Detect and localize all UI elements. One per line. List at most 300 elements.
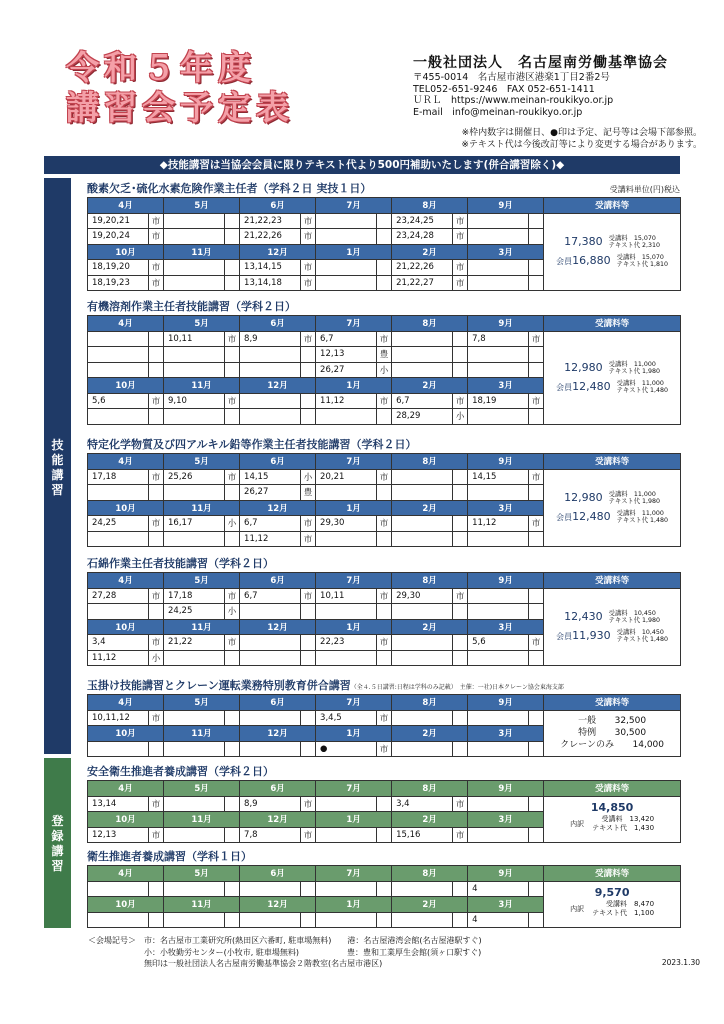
venue-cell — [529, 796, 544, 812]
date-cell — [164, 531, 225, 547]
date-cell: 29,30 — [316, 516, 377, 532]
date-cell: 27,28 — [88, 588, 149, 604]
venue-cell: 市 — [453, 393, 468, 409]
fee-breakdown — [546, 813, 678, 835]
date-cell — [240, 881, 301, 897]
note-line: ※枠内数字は開催日、●印は予定、記号等は会場下部参照。 — [461, 128, 702, 138]
date-cell — [240, 650, 301, 666]
fee-line-label: 特例 — [578, 728, 597, 739]
date-cell — [316, 796, 377, 812]
fee-general-detail — [609, 491, 660, 506]
schedule-row — [88, 331, 681, 347]
date-cell — [316, 485, 377, 501]
venue-cell: 市 — [301, 588, 316, 604]
schedule-row — [88, 469, 681, 485]
date-cell — [240, 362, 301, 378]
venue-cell — [225, 741, 240, 757]
schedule-table — [87, 315, 681, 425]
venue-cell: 市 — [301, 260, 316, 276]
date-cell — [240, 409, 301, 425]
member-label: 会員 — [556, 631, 573, 641]
date-cell — [316, 213, 377, 229]
date-cell: 19,20,24 — [88, 229, 149, 245]
venue-cell — [529, 347, 544, 363]
month-header: 1月 — [316, 244, 392, 260]
venue-cell: 市 — [377, 331, 392, 347]
month-header: 10月 — [88, 378, 164, 394]
venue-cell: 市 — [301, 516, 316, 532]
date-cell — [468, 741, 529, 757]
venue-cell — [529, 485, 544, 501]
venue-cell — [225, 409, 240, 425]
member-label: 会員 — [556, 382, 573, 392]
course-title-note: （全４.５日講習:日程は学科のみ記載） 主催：一社)日本クレーン協会東海支部 — [350, 684, 564, 691]
venue-cell — [529, 275, 544, 291]
venue-cell — [453, 710, 468, 726]
venue-line: 小：小牧勤労センター(小牧市, 駐車場無料) 豊：豊和工業厚生会館(須ヶ口駅すぐ) — [144, 947, 482, 957]
venue-cell: 市 — [301, 796, 316, 812]
venue-cell — [377, 485, 392, 501]
month-header: 8月 — [392, 198, 468, 214]
date-cell — [240, 393, 301, 409]
venue-cell — [377, 604, 392, 620]
month-header: 10月 — [88, 726, 164, 742]
side-char: 録 — [51, 829, 64, 843]
issue-date: 2023.1.30 — [661, 958, 700, 967]
date-cell: 8,9 — [240, 331, 301, 347]
date-cell — [316, 604, 377, 620]
side-char: 技 — [51, 438, 64, 452]
date-cell: 25,26 — [164, 469, 225, 485]
month-header: 4月 — [88, 866, 164, 882]
date-cell: 3,4 — [392, 796, 453, 812]
side-char: 能 — [51, 453, 64, 467]
month-header: 8月 — [392, 695, 468, 711]
fee-detail-line: 受講料 11,000 — [616, 509, 664, 517]
month-header: 3月 — [468, 726, 544, 742]
date-cell — [88, 347, 149, 363]
venue-cell: 市 — [149, 260, 164, 276]
venue-cell: 小 — [301, 469, 316, 485]
month-header: 1月 — [316, 897, 392, 913]
breakdown-line: テキスト代 1,430 — [592, 824, 655, 833]
schedule-row — [88, 710, 681, 726]
date-cell: 18,19,23 — [88, 275, 149, 291]
date-cell — [468, 588, 529, 604]
member-amount: 16,880 — [572, 253, 611, 267]
fee-detail-line: テキスト代 1,480 — [616, 636, 669, 644]
venue-cell — [225, 260, 240, 276]
venue-cell — [529, 741, 544, 757]
date-cell: 18,19 — [468, 393, 529, 409]
venue-cell — [453, 604, 468, 620]
month-header: 1月 — [316, 619, 392, 635]
venue-cell: 市 — [377, 635, 392, 651]
venue-cell — [225, 229, 240, 245]
month-header: 9月 — [468, 198, 544, 214]
venue-cell: 市 — [453, 827, 468, 843]
date-cell: 21,22,26 — [240, 229, 301, 245]
month-header: 12月 — [240, 500, 316, 516]
venue-cell: 市 — [377, 393, 392, 409]
venue-cell — [225, 650, 240, 666]
month-header: 7月 — [316, 695, 392, 711]
venue-cell — [149, 531, 164, 547]
date-cell — [88, 604, 149, 620]
month-header: 12月 — [240, 244, 316, 260]
breakdown-lines — [592, 900, 654, 918]
fee-line — [546, 727, 678, 739]
month-header: 3月 — [468, 812, 544, 828]
fee-member-detail — [617, 254, 668, 269]
month-header: 4月 — [88, 454, 164, 470]
venue-cell: 小 — [453, 409, 468, 425]
fee-detail-line: テキスト代 1,980 — [608, 498, 661, 506]
date-cell — [164, 260, 225, 276]
date-cell: 17,18 — [164, 588, 225, 604]
date-cell — [468, 650, 529, 666]
fee-member-amount — [556, 379, 611, 393]
date-cell — [392, 485, 453, 501]
org-url[interactable]: ＵＲＬ https://www.meinan-roukikyo.or.jp — [413, 95, 614, 106]
month-header: 4月 — [88, 573, 164, 589]
venue-cell: 市 — [149, 229, 164, 245]
schedule-row — [88, 796, 681, 812]
venue-cell: 市 — [225, 635, 240, 651]
date-cell: 24,25 — [164, 604, 225, 620]
schedule-table — [87, 694, 681, 757]
date-cell — [164, 741, 225, 757]
month-header: 6月 — [240, 316, 316, 332]
month-header: 6月 — [240, 198, 316, 214]
venue-cell: 市 — [149, 796, 164, 812]
date-cell — [316, 275, 377, 291]
date-cell — [468, 531, 529, 547]
venue-cell: 市 — [149, 516, 164, 532]
side-label-skill — [44, 178, 71, 754]
venue-cell: 市 — [301, 229, 316, 245]
venue-cell — [225, 827, 240, 843]
date-cell — [468, 213, 529, 229]
date-cell: 4 — [468, 912, 529, 928]
month-header: 9月 — [468, 781, 544, 797]
month-header: 11月 — [164, 812, 240, 828]
date-cell: 6,7 — [240, 516, 301, 532]
fee-detail-line: 受講料 15,070 — [616, 253, 664, 261]
date-cell — [392, 331, 453, 347]
month-header: 2月 — [392, 812, 468, 828]
venue-cell — [301, 650, 316, 666]
month-header: 4月 — [88, 198, 164, 214]
fee-cell — [544, 588, 681, 666]
member-amount: 12,480 — [572, 509, 611, 523]
date-cell — [468, 710, 529, 726]
venue-cell — [453, 531, 468, 547]
date-cell — [468, 260, 529, 276]
member-label: 会員 — [556, 256, 573, 266]
venue-cell — [225, 485, 240, 501]
date-cell: 14,15 — [468, 469, 529, 485]
date-cell — [392, 650, 453, 666]
venue-cell: 市 — [225, 469, 240, 485]
date-cell — [88, 485, 149, 501]
date-cell: 11,12 — [468, 516, 529, 532]
month-header-row — [88, 866, 681, 882]
fee-detail-line: 受講料 11,000 — [608, 360, 656, 368]
venue-cell: 市 — [453, 275, 468, 291]
date-cell — [468, 275, 529, 291]
month-header: 11月 — [164, 500, 240, 516]
venue-cell: 市 — [149, 469, 164, 485]
course-c5 — [87, 677, 680, 757]
fee-header: 受講料等 — [544, 866, 681, 882]
course-c6 — [87, 763, 680, 843]
date-cell: 21,22,26 — [392, 260, 453, 276]
date-cell: 20,21 — [316, 469, 377, 485]
date-cell — [240, 604, 301, 620]
fee-cell — [544, 710, 681, 757]
venue-cell — [225, 275, 240, 291]
venue-cell — [453, 741, 468, 757]
month-header: 7月 — [316, 316, 392, 332]
date-cell — [88, 881, 149, 897]
venue-cell: 豊 — [377, 347, 392, 363]
venue-cell: 市 — [301, 275, 316, 291]
venue-cell — [453, 347, 468, 363]
date-cell: 24,25 — [88, 516, 149, 532]
venue-cell — [529, 362, 544, 378]
schedule-row — [88, 588, 681, 604]
date-cell — [88, 531, 149, 547]
breakdown-label: 内訳 — [570, 819, 585, 828]
month-header: 6月 — [240, 866, 316, 882]
date-cell: 21,22,23 — [240, 213, 301, 229]
venue-cell: 市 — [149, 588, 164, 604]
venue-cell: 市 — [225, 588, 240, 604]
date-cell: 4 — [468, 881, 529, 897]
date-cell — [164, 362, 225, 378]
month-header: 1月 — [316, 812, 392, 828]
month-header: 9月 — [468, 695, 544, 711]
date-cell — [88, 409, 149, 425]
fee-header: 受講料等 — [544, 781, 681, 797]
fee-cell — [544, 213, 681, 291]
date-cell: 6,7 — [240, 588, 301, 604]
month-header: 2月 — [392, 378, 468, 394]
month-header: 2月 — [392, 726, 468, 742]
venue-cell — [529, 827, 544, 843]
month-header: 5月 — [164, 454, 240, 470]
month-header: 5月 — [164, 316, 240, 332]
title-line1: 令和５年度 — [66, 48, 256, 87]
venue-cell — [301, 710, 316, 726]
venue-cell — [149, 485, 164, 501]
date-cell: 11,12 — [88, 650, 149, 666]
schedule-table — [87, 865, 681, 928]
course-title-main: 玉掛け技能講習とクレーン運転業務特別教育併合講習 — [87, 679, 351, 692]
month-header: 12月 — [240, 726, 316, 742]
month-header: 3月 — [468, 897, 544, 913]
venue-cell: 市 — [453, 796, 468, 812]
venue-cell: 市 — [301, 331, 316, 347]
date-cell — [392, 912, 453, 928]
venue-cell — [225, 347, 240, 363]
month-header: 9月 — [468, 316, 544, 332]
venue-cell — [529, 229, 544, 245]
month-header: 7月 — [316, 781, 392, 797]
fee-general-amount: 17,380 — [564, 235, 603, 249]
month-header: 11月 — [164, 726, 240, 742]
date-cell — [468, 485, 529, 501]
venue-cell: 市 — [453, 260, 468, 276]
fee-breakdown — [546, 898, 678, 920]
fee-line-label: 一般 — [578, 716, 597, 727]
venue-cell: 市 — [529, 393, 544, 409]
month-header: 10月 — [88, 500, 164, 516]
month-header: 8月 — [392, 316, 468, 332]
title-line2: 講習会予定表 — [66, 88, 294, 127]
month-header-row — [88, 695, 681, 711]
date-cell — [316, 650, 377, 666]
date-cell — [164, 881, 225, 897]
date-cell — [468, 229, 529, 245]
venue-cell — [377, 213, 392, 229]
date-cell — [316, 409, 377, 425]
date-cell — [468, 604, 529, 620]
venue-cell — [529, 409, 544, 425]
venue-cell — [301, 347, 316, 363]
fee-general-amount: 12,430 — [564, 610, 603, 624]
venue-legend — [88, 935, 482, 970]
venue-cell — [149, 331, 164, 347]
date-cell: 22,23 — [316, 635, 377, 651]
month-header: 3月 — [468, 244, 544, 260]
venue-cell — [149, 409, 164, 425]
fee-line-amount: 14,000 — [632, 740, 664, 751]
fee-member — [546, 627, 678, 646]
date-cell — [88, 912, 149, 928]
month-header: 8月 — [392, 866, 468, 882]
fee-member-amount — [556, 628, 611, 642]
fee-detail-line: テキスト代 2,310 — [608, 242, 661, 250]
date-cell — [240, 710, 301, 726]
date-cell: 9,10 — [164, 393, 225, 409]
date-cell: 7,8 — [240, 827, 301, 843]
venue-cell — [225, 710, 240, 726]
fee-header: 受講料等 — [544, 198, 681, 214]
venue-line: ＜会場記号＞ 市：名古屋市工業研究所(熱田区六番町, 駐車場無料) 港：名古屋港湾会館(名古屋港駅すぐ) — [88, 936, 482, 945]
venue-cell — [225, 531, 240, 547]
venue-cell: 市 — [149, 635, 164, 651]
date-cell: 29,30 — [392, 588, 453, 604]
month-header: 7月 — [316, 573, 392, 589]
date-cell: 11,12 — [240, 531, 301, 547]
month-header: 9月 — [468, 454, 544, 470]
fee-line-label: クレーンのみ — [560, 740, 614, 751]
date-cell: 14,15 — [240, 469, 301, 485]
breakdown-lines — [592, 815, 654, 833]
venue-cell — [377, 912, 392, 928]
date-cell: 13,14,18 — [240, 275, 301, 291]
month-header: 10月 — [88, 244, 164, 260]
org-tel: TEL052-651-9246 FAX 052-651-1411 — [413, 83, 595, 95]
venue-cell: 市 — [453, 229, 468, 245]
date-cell — [468, 347, 529, 363]
venue-cell — [377, 796, 392, 812]
breakdown-line: 受講料 13,420 — [601, 815, 655, 824]
fee-total: 9,570 — [594, 886, 630, 900]
venue-cell: 市 — [377, 469, 392, 485]
venue-cell — [453, 912, 468, 928]
date-cell — [164, 827, 225, 843]
venue-cell — [225, 362, 240, 378]
date-cell — [164, 213, 225, 229]
date-cell — [164, 710, 225, 726]
fee-detail-line: 受講料 11,000 — [608, 490, 656, 498]
fee-cell — [544, 796, 681, 843]
date-cell: 10,11 — [164, 331, 225, 347]
date-cell — [392, 604, 453, 620]
date-cell — [392, 347, 453, 363]
month-header: 5月 — [164, 573, 240, 589]
venue-cell — [529, 260, 544, 276]
venue-cell: 市 — [149, 275, 164, 291]
date-cell — [164, 347, 225, 363]
month-header: 11月 — [164, 244, 240, 260]
venue-cell — [301, 393, 316, 409]
month-header: 11月 — [164, 897, 240, 913]
month-header: 10月 — [88, 619, 164, 635]
date-cell — [392, 362, 453, 378]
venue-cell: 市 — [149, 393, 164, 409]
course-title: 酸素欠乏･硫化水素危険作業主任者（学科２日 実技１日） — [87, 182, 372, 195]
venue-cell — [377, 260, 392, 276]
fee-member — [546, 378, 678, 397]
month-header: 8月 — [392, 454, 468, 470]
fee-general — [546, 233, 678, 252]
side-char: 習 — [51, 483, 64, 497]
schedule-table — [87, 780, 681, 843]
fee-cell — [544, 469, 681, 547]
venue-cell — [453, 331, 468, 347]
month-header: 4月 — [88, 695, 164, 711]
month-header: 8月 — [392, 573, 468, 589]
date-cell: 6,7 — [392, 393, 453, 409]
venue-cell — [301, 741, 316, 757]
fee-header: 受講料等 — [544, 454, 681, 470]
date-cell — [316, 881, 377, 897]
date-cell — [164, 409, 225, 425]
org-email[interactable]: E-mail info@meinan-roukikyo.or.jp — [413, 106, 583, 118]
month-header-row — [88, 316, 681, 332]
date-cell — [88, 741, 149, 757]
venue-cell — [301, 635, 316, 651]
date-cell: 3,4 — [88, 635, 149, 651]
fee-registered — [546, 888, 678, 920]
breakdown-label: 内訳 — [570, 904, 585, 913]
member-label: 会員 — [556, 512, 573, 522]
fee-lines — [546, 715, 678, 751]
venue-cell — [453, 362, 468, 378]
side-char: 講 — [51, 468, 64, 482]
venue-cell: 市 — [529, 469, 544, 485]
month-header: 6月 — [240, 454, 316, 470]
venue-cell — [225, 796, 240, 812]
date-cell — [392, 516, 453, 532]
org-postal: 〒455-0014 名古屋市港区港楽1丁目2番2号 — [413, 72, 610, 83]
side-char: 習 — [51, 859, 64, 873]
venue-cell: 市 — [301, 827, 316, 843]
